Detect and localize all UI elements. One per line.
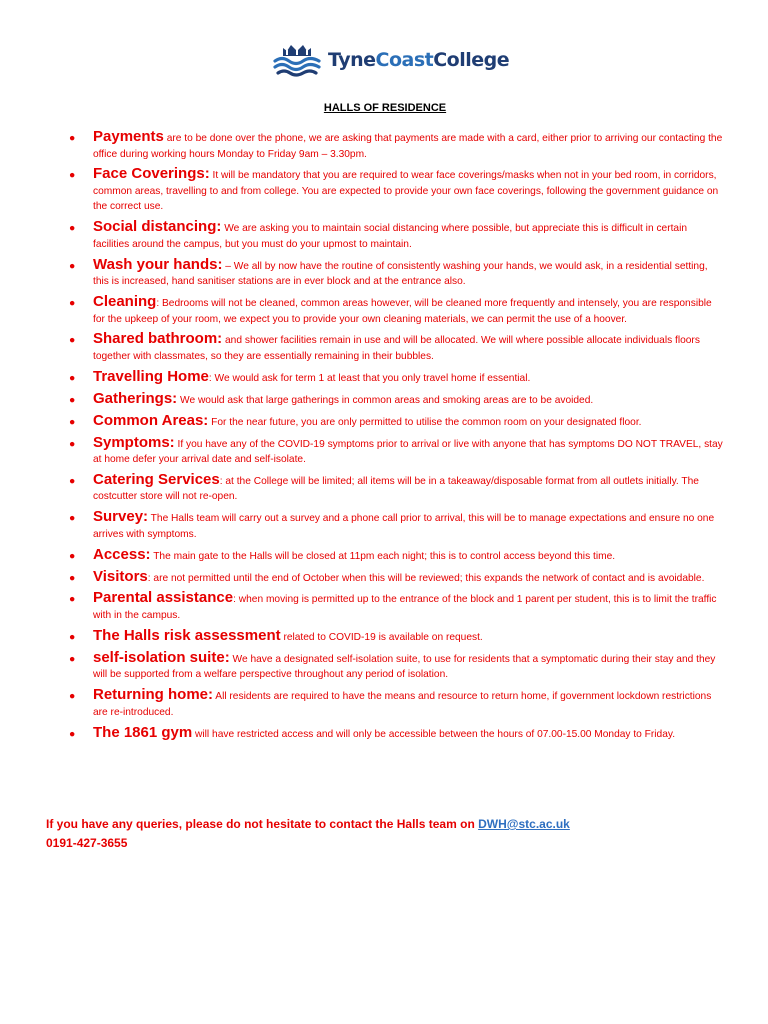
guidance-body: All residents are required to have the means and resource to return home, if government lockdown restrictions are re-introduced. [93, 691, 712, 718]
guidance-heading: Survey: [93, 508, 149, 526]
guidance-body: : We would ask for term 1 at least that you only travel home if essential. [208, 372, 531, 384]
guidance-item [66, 293, 726, 327]
guidance-body: related to COVID-19 is available on request. [280, 631, 483, 643]
guidance-body: If you have any of the COVID-19 symptoms prior to arrival or live with anyone that has symptoms DO NOT TRAVEL, stay at home defer your arrival date and self-isolate. [93, 438, 723, 466]
guidance-heading: Payments [93, 128, 164, 145]
guidance-heading: self-isolation suite: [93, 648, 230, 666]
bullet-icon: ● [69, 371, 76, 384]
guidance-heading: Wash your hands: [93, 255, 223, 273]
bullet-icon: ● [69, 334, 76, 347]
guidance-heading: Face Coverings: [93, 165, 210, 183]
bullet-icon: ● [69, 727, 76, 740]
bullet-icon: ● [69, 474, 76, 487]
bullet-icon: ● [69, 132, 76, 144]
guidance-item [66, 568, 726, 587]
college-logo [272, 42, 509, 78]
guidance-body: : Bedrooms will not be cleaned, common areas however, will be cleaned more frequently and intensely, you are responsible for the upkeep of your room, we expect you to provide your own cleaning materials, we can permit the use of a hoover. [93, 298, 712, 325]
guidance-item [66, 412, 726, 431]
guidance-heading: Social distancing: [93, 218, 222, 236]
bullet-icon: ● [69, 690, 76, 703]
guidance-heading: Travelling Home [93, 367, 209, 385]
bullet-icon: ● [69, 593, 76, 606]
contact-line [46, 815, 736, 834]
guidance-body: We are asking you to maintain social distancing where possible, but appreciate this is difficult in certain facilities around the campus, but you must do your upmost to maintain. [93, 223, 688, 250]
wordmark-college: College [433, 48, 510, 71]
guidance-body: : are not permitted until the end of October when this will be reviewed; this expands the network of contact and is avoidable. [147, 572, 705, 584]
guidance-item [66, 686, 726, 720]
guidance-body: We would ask that large gatherings in common areas and smoking areas are to be avoided. [177, 394, 594, 406]
guidance-heading: Common Areas: [93, 411, 209, 429]
wordmark-tyne: Tyne [328, 48, 376, 71]
guidance-body: The main gate to the Halls will be closed at 11pm each night; this is to control access beyond this time. [150, 550, 616, 562]
guidance-heading: Access: [93, 545, 151, 563]
guidance-item [66, 218, 726, 252]
college-wordmark [328, 48, 510, 71]
guidance-body: The Halls team will carry out a survey and a phone call prior to arrival, this will be to manage expectations and ensure no one arrives with symptoms. [93, 513, 715, 540]
guidance-item [66, 165, 726, 215]
guidance-body: are to be done over the phone, we are asking that payments are made with a card, either prior to arriving our contacting the office during working hours Monday to Friday 9am – 3.30pm. [93, 133, 723, 160]
bullet-icon: ● [69, 222, 76, 235]
guidance-body: It will be mandatory that you are required to wear face coverings/masks when not in your bed room, in corridors, common areas, travelling to and from college. You are expected to provide your own face coverings, following the government guidance on the correct use. [93, 170, 719, 213]
contact-phone: 0191-427-3655 [46, 836, 128, 850]
guidance-heading: Cleaning [93, 293, 157, 311]
guidance-heading: Returning home: [93, 686, 213, 704]
bullet-icon: ● [69, 571, 76, 584]
bullet-icon: ● [69, 393, 76, 406]
guidance-body: – We all by now have the routine of consistently washing your hands, we would ask, in a residential setting, this is increased, hand sanitiser stations are in ever block and at the entrance also. [93, 260, 708, 288]
bullet-icon: ● [69, 630, 76, 643]
email-link[interactable]: DWH@stc.ac.uk [478, 817, 570, 831]
bullet-icon: ● [69, 259, 76, 272]
guidance-item [66, 627, 726, 646]
guidance-heading: Gatherings: [93, 389, 178, 407]
bullet-icon: ● [69, 297, 76, 310]
guidance-heading: Parental assistance [93, 589, 234, 607]
wordmark-coast: Coast [375, 48, 434, 71]
guidance-item [66, 589, 726, 623]
bullet-icon: ● [69, 652, 76, 665]
crown-waves-icon [272, 42, 322, 78]
guidance-heading: Symptoms: [93, 433, 175, 451]
guidance-body: will have restricted access and will only be accessible between the hours of 07.00-15.00 Monday to Friday. [192, 728, 676, 740]
guidance-item [66, 330, 726, 364]
guidance-item [66, 128, 726, 162]
guidance-body: and shower facilities remain in use and will be allocated. We will where possible allocate individuals floors together with classmates, so they are essentially remaining in their bubbles. [93, 335, 700, 362]
bullet-icon: ● [69, 549, 76, 562]
guidance-heading: The Halls risk assessment [93, 626, 281, 644]
guidance-item [66, 649, 726, 683]
guidance-item [66, 508, 726, 542]
contact-block [46, 815, 736, 853]
guidance-heading: Visitors [93, 567, 148, 585]
contact-text: If you have any queries, please do not hesitate to contact the Halls team on [46, 817, 479, 831]
document-title-text: HALLS OF RESIDENCE [323, 102, 447, 114]
guidance-body: : at the College will be limited; all items will be in a takeaway/disposable format from all outlets initially. The costcutter store will not re-open. [93, 475, 699, 503]
guidance-item [66, 390, 726, 409]
guidance-body: We have a designated self-isolation suite, to use for residents that a symptomatic during their stay and they will be supported from a welfare perspective throughout any period of isolation. [93, 653, 716, 681]
guidance-body: : when moving is permitted up to the entrance of the block and 1 parent per student, this is to limit the traffic with in the campus. [93, 594, 717, 621]
bullet-icon: ● [69, 437, 76, 450]
guidance-heading: The 1861 gym [93, 723, 193, 741]
guidance-item [66, 471, 726, 505]
guidance-item [66, 368, 726, 387]
guidance-item [66, 546, 726, 565]
guidance-heading: Catering Services [93, 470, 220, 488]
guidance-item [66, 256, 726, 290]
bullet-icon: ● [69, 169, 76, 182]
guidance-heading: Shared bathroom: [93, 330, 223, 348]
guidance-item [66, 724, 726, 743]
guidance-body: For the near future, you are only permitted to utilise the common room on your designated floor. [208, 416, 642, 428]
guidance-item [66, 434, 726, 468]
bullet-icon: ● [69, 512, 76, 525]
document-title [0, 101, 768, 115]
bullet-icon: ● [69, 415, 76, 428]
guidance-list [66, 128, 726, 745]
